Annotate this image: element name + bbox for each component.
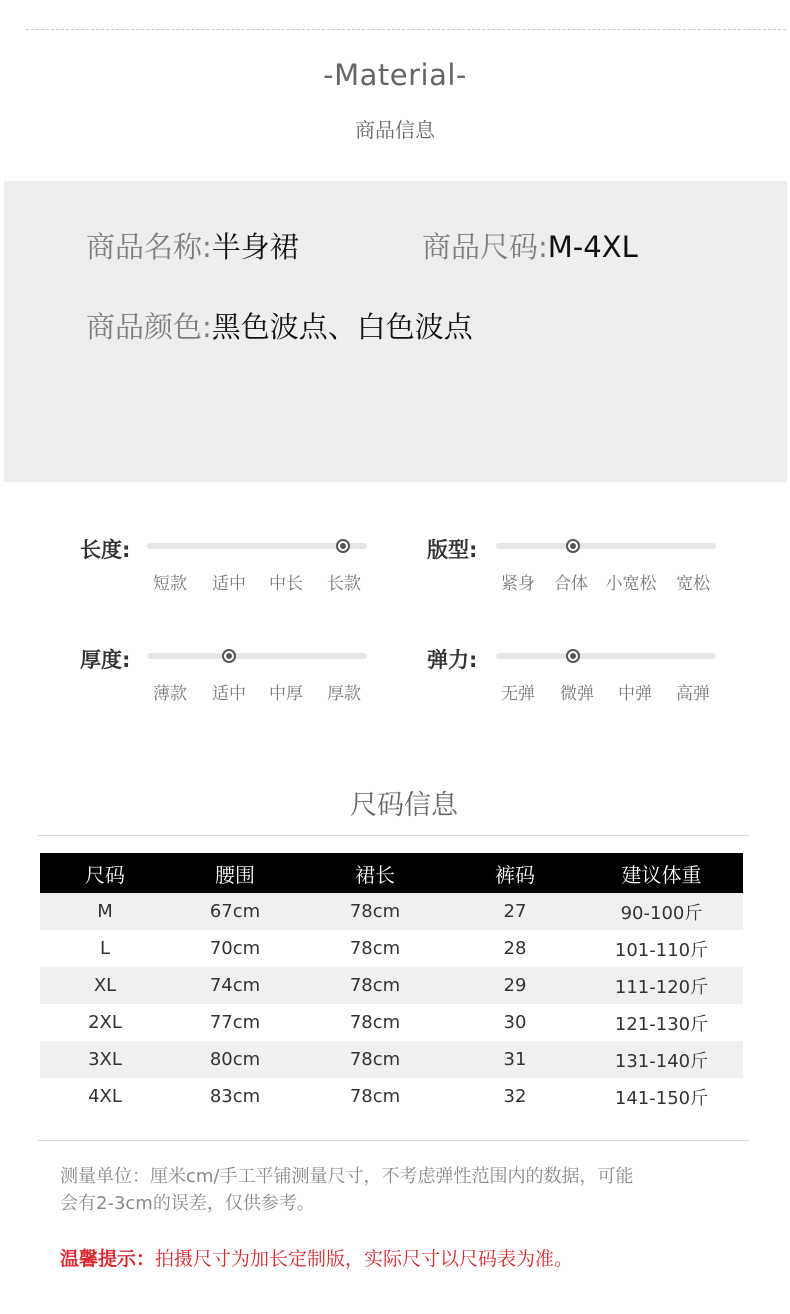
slider-thickness-option: 厚款	[327, 684, 361, 704]
slider-elasticity-option: 无弹	[501, 684, 535, 704]
warm-tip-text: 拍摄尺寸为加长定制版，实际尺寸以尺码表为准。	[155, 1248, 574, 1270]
table-cell: 78cm	[300, 893, 450, 930]
slider-fit-label: 版型:	[427, 538, 478, 562]
table-row	[40, 1041, 743, 1078]
size-table-header: 尺码	[40, 853, 170, 893]
top-dashed-divider	[26, 29, 786, 30]
product-size-label: 商品尺码:	[422, 230, 548, 264]
table-row	[40, 967, 743, 1004]
table-cell: 78cm	[300, 967, 450, 1004]
table-row	[40, 930, 743, 967]
slider-thickness-option: 中厚	[269, 684, 303, 704]
slider-fit-option: 宽松	[676, 574, 710, 594]
slider-length-label: 长度:	[80, 538, 131, 562]
table-cell: 29	[450, 967, 580, 1004]
table-row	[40, 1004, 743, 1041]
slider-length-option: 适中	[212, 574, 246, 594]
slider-thickness-option: 薄款	[153, 684, 187, 704]
table-cell: 30	[450, 1004, 580, 1041]
table-cell: L	[40, 930, 170, 967]
table-cell: 131-140斤	[580, 1041, 743, 1078]
slider-fit-track	[496, 543, 716, 549]
table-cell: 83cm	[170, 1078, 300, 1115]
slider-fit-option: 紧身	[501, 574, 535, 594]
warm-tip	[60, 1244, 573, 1271]
product-name-label: 商品名称:	[86, 230, 212, 264]
table-cell: 28	[450, 930, 580, 967]
product-color-row	[86, 305, 473, 346]
material-title: -Material-	[323, 58, 467, 92]
product-info-panel	[4, 181, 787, 482]
table-cell: 101-110斤	[580, 930, 743, 967]
table-cell: 78cm	[300, 1041, 450, 1078]
table-cell: 2XL	[40, 1004, 170, 1041]
size-table	[40, 853, 743, 1115]
size-table-header: 建议体重	[580, 853, 743, 893]
table-cell: 141-150斤	[580, 1078, 743, 1115]
slider-fit-knob	[566, 539, 580, 553]
slider-elasticity-option: 中弹	[618, 684, 652, 704]
warm-tip-label: 温馨提示：	[60, 1248, 156, 1270]
table-cell: 74cm	[170, 967, 300, 1004]
slider-length-option: 中长	[269, 574, 303, 594]
product-name-row	[86, 225, 299, 266]
measurement-note-line: 测量单位：厘米cm/手工平铺测量尺寸，不考虑弹性范围内的数据，可能	[60, 1166, 634, 1187]
slider-thickness-option: 适中	[212, 684, 246, 704]
size-table-header: 裙长	[300, 853, 450, 893]
table-cell: M	[40, 893, 170, 930]
table-cell: 78cm	[300, 930, 450, 967]
slider-length-knob	[336, 539, 350, 553]
size-table-header: 裤码	[450, 853, 580, 893]
table-cell: 78cm	[300, 1078, 450, 1115]
table-cell: 111-120斤	[580, 967, 743, 1004]
measurement-note	[60, 1163, 750, 1217]
table-cell: 27	[450, 893, 580, 930]
product-size-value: M-4XL	[547, 230, 638, 264]
table-cell: 70cm	[170, 930, 300, 967]
slider-thickness-knob	[222, 649, 236, 663]
product-color-label: 商品颜色:	[86, 310, 212, 344]
size-table-header-row	[40, 853, 743, 893]
table-cell: 67cm	[170, 893, 300, 930]
table-row	[40, 893, 743, 930]
measurement-note-line: 会有2-3cm的误差，仅供参考。	[60, 1193, 315, 1214]
slider-length-track	[147, 543, 367, 549]
slider-elasticity-option: 微弹	[560, 684, 594, 704]
size-bottom-divider	[38, 1140, 749, 1141]
product-name-value: 半身裙	[211, 230, 299, 264]
table-cell: 77cm	[170, 1004, 300, 1041]
slider-elasticity-track	[496, 653, 716, 659]
table-cell: 90-100斤	[580, 893, 743, 930]
table-cell: 80cm	[170, 1041, 300, 1078]
slider-elasticity-label: 弹力:	[427, 648, 478, 672]
table-cell: 4XL	[40, 1078, 170, 1115]
table-cell: 78cm	[300, 1004, 450, 1041]
product-color-value: 黑色波点、白色波点	[211, 310, 473, 344]
table-cell: 31	[450, 1041, 580, 1078]
table-row	[40, 1078, 743, 1115]
slider-fit-option: 小宽松	[605, 574, 657, 594]
table-cell: XL	[40, 967, 170, 1004]
slider-thickness-label: 厚度:	[80, 648, 131, 672]
table-cell: 3XL	[40, 1041, 170, 1078]
slider-elasticity-knob	[566, 649, 580, 663]
slider-elasticity-option: 高弹	[676, 684, 710, 704]
size-table-header: 腰围	[170, 853, 300, 893]
size-top-divider	[38, 835, 749, 836]
slider-length-option: 短款	[153, 574, 187, 594]
material-subtitle: 商品信息	[355, 118, 435, 142]
size-section-title: 尺码信息	[350, 790, 458, 821]
product-size-row	[422, 225, 638, 266]
slider-fit-option: 合体	[554, 574, 588, 594]
slider-length-option: 长款	[327, 574, 361, 594]
table-cell: 32	[450, 1078, 580, 1115]
table-cell: 121-130斤	[580, 1004, 743, 1041]
slider-thickness-track	[147, 653, 367, 659]
